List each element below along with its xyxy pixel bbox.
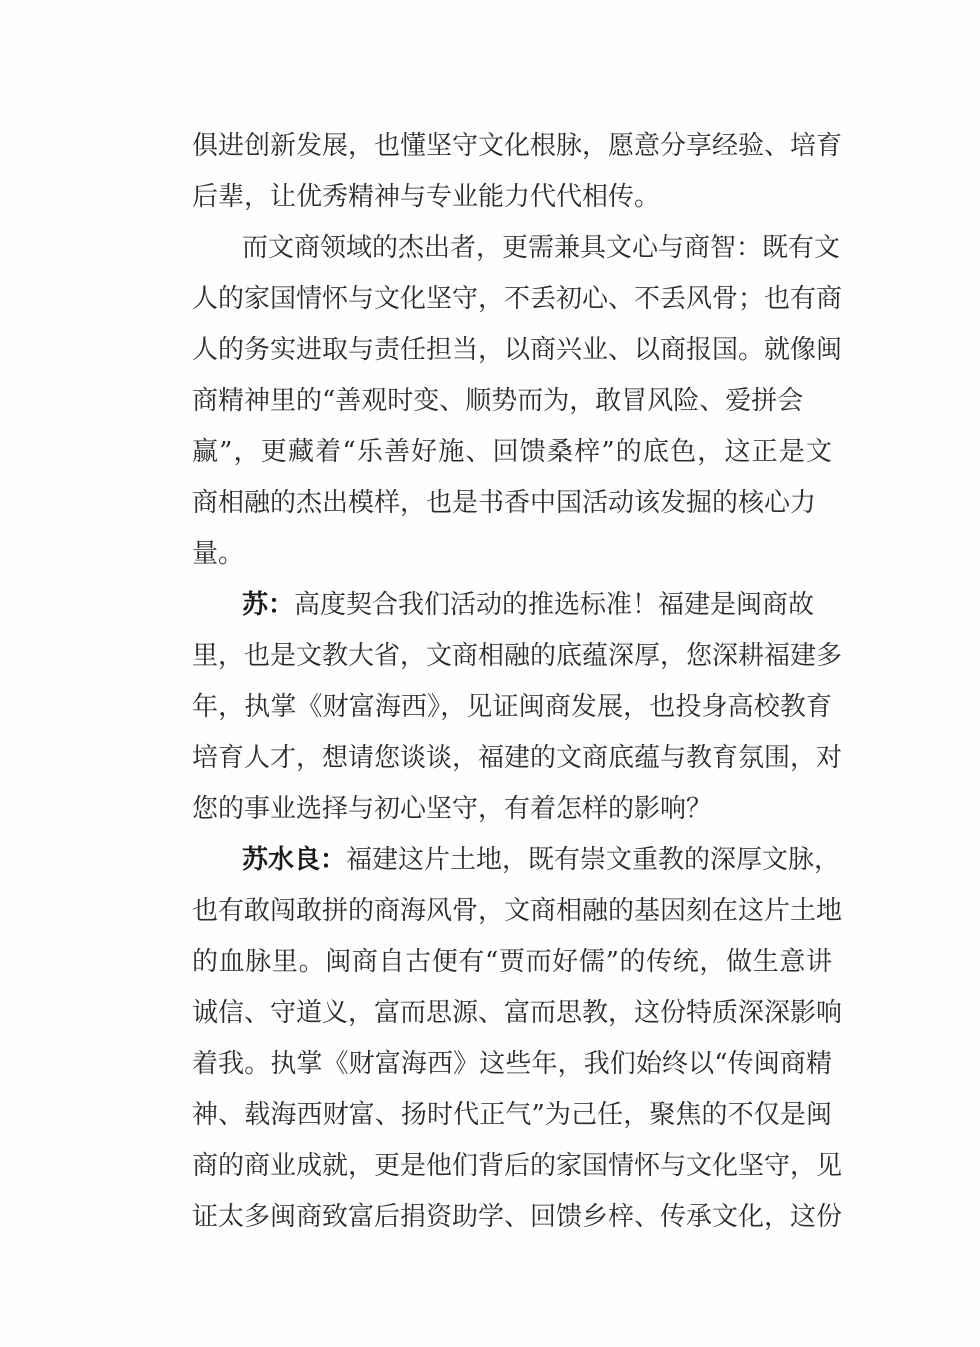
p4-line-5: 着我。执掌《财富海西》这些年，我们始终以“传闽商精 bbox=[192, 1049, 832, 1079]
speaker-label-su: 苏： bbox=[242, 590, 295, 620]
speaker-label-su-shuiliang: 苏水良： bbox=[242, 845, 347, 875]
p2-line-2: 人的家国情怀与文化坚守，不丢初心、不丢风骨；也有商 bbox=[192, 284, 843, 314]
p1-line-1: 俱进创新发展，也懂坚守文化根脉，愿意分享经验、培育 bbox=[192, 131, 843, 161]
p3-line-4: 培育人才，想请您谈谈，福建的文商底蕴与教育氛围，对 bbox=[192, 743, 843, 773]
p4-line-6: 神、载海西财富、扬时代正气”为己任，聚焦的不仅是闽 bbox=[192, 1100, 832, 1130]
p4-line-7: 商的商业成就，更是他们背后的家国情怀与文化坚守，见 bbox=[192, 1151, 843, 1181]
p4-line-2: 也有敢闯敢拼的商海风骨，文商相融的基因刻在这片土地 bbox=[192, 896, 843, 926]
p2-line-3: 人的务实进取与责任担当，以商兴业、以商报国。就像闽 bbox=[192, 335, 843, 365]
p2-line-6: 商相融的杰出模样，也是书香中国活动该发掘的核心力 bbox=[192, 488, 817, 518]
p4-line-3: 的血脉里。闽商自古便有“贾而好儒”的传统，做生意讲 bbox=[192, 947, 832, 977]
p4-line-4: 诚信、守道义，富而思源、富而思教，这份特质深深影响 bbox=[192, 998, 843, 1028]
p3-line-3: 年，执掌《财富海西》，见证闽商发展，也投身高校教育 bbox=[192, 692, 832, 722]
p2-line-1: 而文商领域的杰出者，更需兼具文心与商智：既有文 bbox=[242, 233, 841, 263]
p3-line-1 bbox=[242, 588, 832, 622]
p2-line-4: 商精神里的“善观时变、顺势而为，敢冒风险、爱拼会 bbox=[192, 386, 804, 416]
p4-line-8: 证太多闽商致富后捐资助学、回馈乡梓、传承文化，这份 bbox=[192, 1202, 843, 1232]
p4-line-1 bbox=[242, 843, 841, 877]
p1-line-2: 后辈，让优秀精神与专业能力代代相传。 bbox=[192, 182, 661, 212]
p3-line-5: 您的事业选择与初心坚守，有着怎样的影响？ bbox=[192, 794, 713, 824]
p2-line-7: 量。 bbox=[192, 539, 245, 569]
p2-line-5: 赢”，更藏着“乐善好施、回馈桑梓”的底色，这正是文 bbox=[192, 437, 832, 467]
p3-line-2: 里，也是文教大省，文商相融的底蕴深厚，您深耕福建多 bbox=[192, 641, 843, 671]
p3-line-1-text: 高度契合我们活动的推选标准！福建是闽商故 bbox=[294, 590, 815, 620]
p4-line-1-text: 福建这片土地，既有崇文重教的深厚文脉， bbox=[346, 845, 841, 875]
